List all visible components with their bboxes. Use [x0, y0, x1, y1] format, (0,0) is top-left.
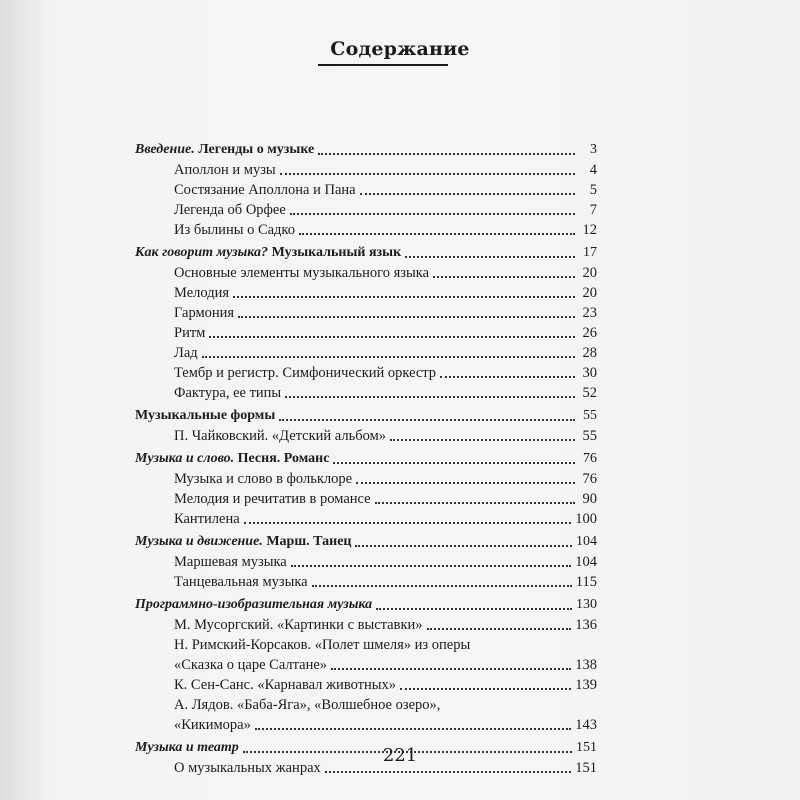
toc-page-number: 90 — [582, 491, 597, 507]
toc-item-title: Музыка и слово в фольклоре — [174, 471, 353, 487]
toc-page-number: 104 — [575, 554, 597, 570]
toc-section-title-italic: Музыка и движение. — [135, 534, 263, 549]
toc-page-number: 17 — [583, 245, 597, 260]
toc-page-number: 3 — [590, 142, 597, 157]
toc-page-number: 55 — [583, 408, 597, 423]
toc-item — [135, 160, 597, 180]
toc-page-number: 138 — [575, 657, 597, 673]
toc-leader-dots — [355, 532, 572, 547]
toc-page-number: 143 — [575, 717, 597, 733]
toc-item-title: Мелодия — [174, 285, 230, 301]
toc-section-title-italic: Введение. — [135, 142, 195, 157]
toc-page-number: 4 — [589, 162, 597, 178]
toc-item-title: Танцевальная музыка — [174, 574, 308, 590]
toc-leader-dots — [375, 489, 575, 504]
toc-item-title: А. Лядов. «Баба-Яга», «Волшебное озеро», — [174, 697, 441, 713]
toc-item — [135, 363, 597, 383]
toc-item-title: «Сказка о царе Салтане» — [174, 657, 328, 673]
toc-leader-dots — [233, 283, 575, 298]
toc-page-number: 20 — [582, 265, 597, 281]
toc-section-title — [135, 449, 329, 469]
toc-page-number: 12 — [582, 222, 597, 238]
toc-item — [135, 695, 597, 715]
page-title: Содержание — [330, 38, 470, 60]
toc-page-number: 52 — [582, 385, 597, 401]
toc-section-title-rest: Марш. Танец — [262, 534, 352, 549]
toc-leader-dots — [312, 572, 572, 587]
toc-leader-dots — [244, 509, 572, 524]
toc-item — [135, 509, 597, 529]
toc-item-title: Аполлон и музы — [174, 162, 276, 178]
toc-section-title-italic: Музыка и слово. — [135, 451, 235, 466]
toc-leader-dots — [290, 200, 575, 215]
toc-leader-dots — [356, 469, 575, 484]
toc-leader-dots — [280, 160, 575, 175]
toc-item — [135, 200, 597, 220]
toc-section — [135, 449, 597, 469]
toc-item-title: Гармония — [174, 305, 235, 321]
toc-page-number: 30 — [582, 365, 597, 381]
toc-item-title: К. Сен-Санс. «Карнавал животных» — [174, 677, 396, 693]
toc-item — [135, 552, 597, 572]
toc-section-title-rest: Песня. Романс — [234, 451, 330, 466]
toc-item — [135, 635, 597, 655]
toc-page-number: 151 — [576, 740, 597, 755]
toc-leader-dots — [331, 655, 571, 670]
toc-page-number: 136 — [575, 617, 597, 633]
toc-page-number: 76 — [583, 451, 597, 466]
toc-leader-dots — [285, 383, 575, 398]
toc-section-title — [135, 532, 351, 552]
toc-page-number: 7 — [589, 202, 597, 218]
toc-section — [135, 406, 597, 426]
toc-item-title: П. Чайковский. «Детский альбом» — [174, 428, 386, 444]
toc-leader-dots — [255, 715, 571, 730]
toc-item-title: Тембр и регистр. Симфонический оркестр — [174, 365, 437, 381]
toc-item-title: О музыкальных жанрах — [174, 760, 321, 776]
toc-page-number: 100 — [575, 511, 597, 527]
toc-item-title: Н. Римский-Корсаков. «Полет шмеля» из оперы — [174, 637, 471, 653]
toc-item — [135, 323, 597, 343]
toc-leader-dots — [440, 363, 575, 378]
toc-leader-dots — [427, 615, 572, 630]
toc-item-title: Легенда об Орфее — [174, 202, 286, 218]
toc-item-title: М. Мусоргский. «Картинки с выставки» — [174, 617, 423, 633]
toc-leader-dots — [279, 406, 575, 421]
toc-item — [135, 469, 597, 489]
toc-item-title: Состязание Аполлона и Пана — [174, 182, 356, 198]
toc-section — [135, 532, 597, 552]
toc-leader-dots — [202, 343, 575, 358]
toc-page-number: 23 — [582, 305, 597, 321]
toc-item — [135, 572, 597, 592]
toc-section-title-rest: Музыкальный язык — [268, 245, 402, 260]
toc-section-title — [135, 406, 275, 426]
toc-page-number: 130 — [576, 597, 597, 612]
toc-page-number: 151 — [575, 760, 597, 776]
toc-item — [135, 615, 597, 635]
toc-item-title: Из былины о Садко — [174, 222, 295, 238]
toc-leader-dots — [405, 243, 575, 258]
toc-item-title: «Кикимора» — [174, 717, 251, 733]
toc-section-title-italic: Музыка и театр — [135, 740, 239, 755]
toc-leader-dots — [360, 180, 575, 195]
toc-item — [135, 263, 597, 283]
toc-item — [135, 283, 597, 303]
toc-section-title-rest: Музыкальные формы — [135, 408, 276, 423]
toc-leader-dots — [433, 263, 575, 278]
toc-item — [135, 426, 597, 446]
toc-item-title: Фактура, ее типы — [174, 385, 282, 401]
toc-leader-dots — [238, 303, 575, 318]
toc-section-title-italic: Как говорит музыка? — [135, 245, 269, 260]
toc-item-title: Лад — [174, 345, 198, 361]
toc-section-title-rest: Легенды о музыке — [194, 142, 315, 157]
toc-section-title-italic: Программно-изобразительная музыка — [135, 597, 373, 612]
toc-leader-dots — [400, 675, 571, 690]
table-of-contents — [135, 140, 597, 778]
toc-page-number: 28 — [582, 345, 597, 361]
toc-section — [135, 140, 597, 160]
toc-item-title: Мелодия и речитатив в романсе — [174, 491, 371, 507]
title-underline — [318, 64, 448, 66]
toc-page-number: 104 — [576, 534, 597, 549]
toc-item-title: Кантилена — [174, 511, 240, 527]
page-number: 221 — [382, 745, 418, 766]
toc-leader-dots — [291, 552, 572, 567]
toc-item-title: Основные элементы музыкального языка — [174, 265, 430, 281]
toc-leader-dots — [299, 220, 575, 235]
toc-item — [135, 675, 597, 695]
toc-item — [135, 655, 597, 675]
toc-item — [135, 303, 597, 323]
toc-page-number: 76 — [582, 471, 597, 487]
toc-section — [135, 595, 597, 615]
toc-item — [135, 715, 597, 735]
toc-page-number: 115 — [575, 574, 597, 590]
toc-leader-dots — [376, 595, 572, 610]
toc-section-title — [135, 595, 372, 615]
toc-item — [135, 383, 597, 403]
page-fold-shadow — [0, 0, 60, 800]
toc-leader-dots — [209, 323, 575, 338]
toc-item-title: Маршевая музыка — [174, 554, 287, 570]
toc-leader-dots — [333, 449, 575, 464]
toc-page-number: 139 — [575, 677, 597, 693]
toc-section-title — [135, 243, 401, 263]
toc-item — [135, 489, 597, 509]
toc-leader-dots — [390, 426, 575, 441]
toc-section — [135, 243, 597, 263]
toc-page-number: 5 — [589, 182, 597, 198]
toc-section-title — [135, 140, 314, 160]
toc-page-number: 55 — [582, 428, 597, 444]
toc-item — [135, 180, 597, 200]
toc-leader-dots — [318, 140, 575, 155]
toc-page-number: 20 — [582, 285, 597, 301]
toc-item-title: Ритм — [174, 325, 206, 341]
toc-item — [135, 220, 597, 240]
toc-page-number: 26 — [582, 325, 597, 341]
toc-item — [135, 343, 597, 363]
